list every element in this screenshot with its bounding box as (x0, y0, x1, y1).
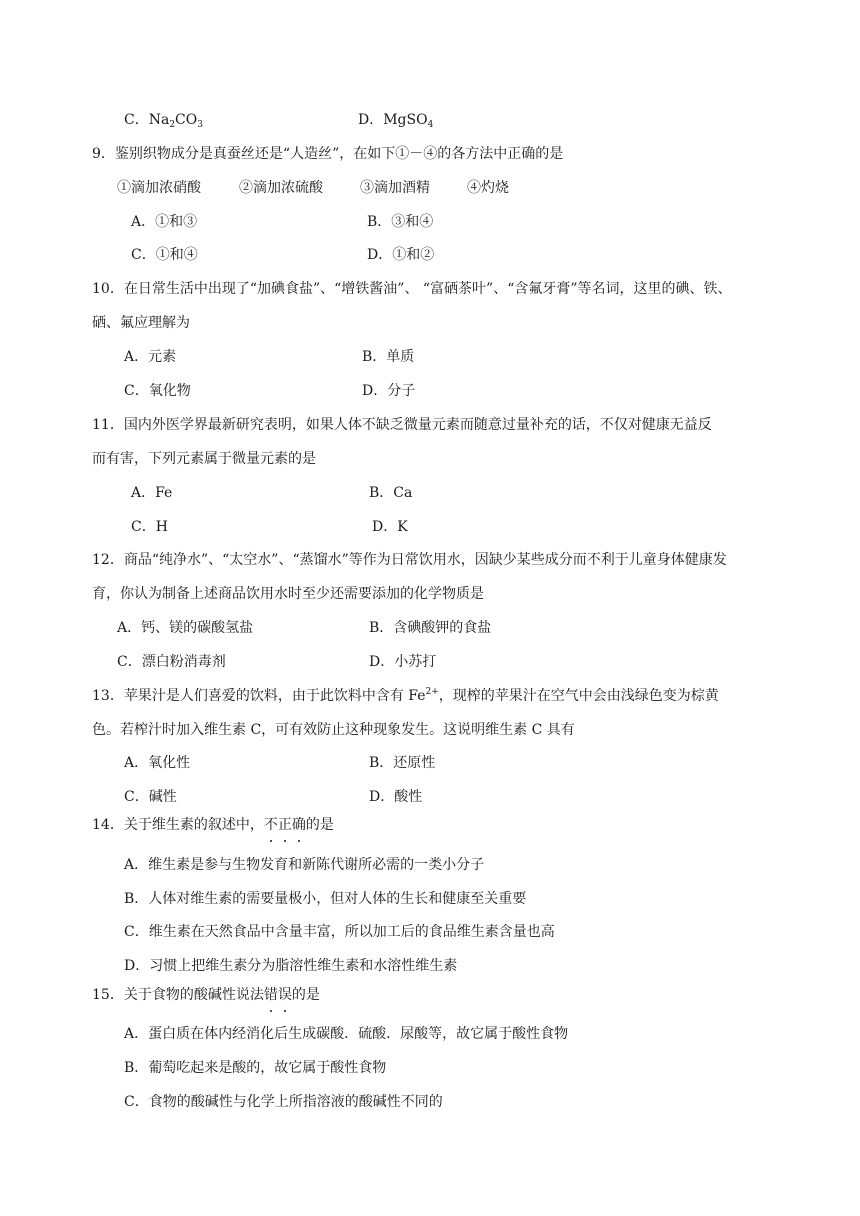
q15-stem: 15．关于食物的酸碱性说法错误的是 (92, 987, 320, 1003)
q14-option-a: A．维生素是参与生物发育和新陈代谢所必需的一类小分子 (124, 857, 485, 873)
q10-stem-line1: 10．在日常生活中出现了“加碘食盐”、“增铁酱油”、 “富硒茶叶”、“含氟牙膏”等名词，这里的碘、铁、 (92, 281, 732, 297)
q12-option-b: B．含碘酸钾的食盐 (369, 620, 492, 636)
q11-option-b: B．Ca (369, 485, 413, 501)
q9-method-1: ①滴加浓硝酸 (117, 180, 201, 196)
q13-stem-line2: 色。若榨汁时加入维生素 C，可有效防止这种现象发生。这说明维生素 C 具有 (92, 722, 575, 738)
q15-emphasis: 错误 (263, 987, 292, 1003)
q9-method-2: ②滴加浓硫酸 (239, 180, 323, 196)
q13-option-b: B．还原性 (369, 755, 436, 771)
q11-option-d: D．K (372, 519, 408, 535)
q15-option-b: B．葡萄吃起来是酸的，故它属于酸性食物 (124, 1060, 387, 1076)
q12-option-d: D．小苏打 (369, 654, 437, 670)
q11-stem-line2: 而有害，下列元素属于微量元素的是 (92, 451, 316, 467)
q12-stem-line2: 育，你认为制备上述商品饮用水时至少还需要添加的化学物质是 (92, 586, 484, 602)
q10-option-d: D．分子 (362, 383, 416, 399)
q12-option-c: C．漂白粉消毒剂 (117, 654, 226, 670)
q9-method-4: ④灼烧 (467, 180, 509, 196)
q11-option-c: C．H (131, 519, 168, 535)
q13-option-a: A．氧化性 (124, 755, 191, 771)
q13-option-c: C．碱性 (124, 789, 177, 805)
q10-option-b: B．单质 (362, 349, 415, 365)
q14-option-c: C．维生素在天然食品中含量丰富，所以加工后的食品维生素含量也高 (124, 924, 555, 940)
q11-option-a: A．Fe (131, 485, 173, 501)
q9-option-a: A．①和③ (131, 214, 198, 230)
q14-option-b: B．人体对维生素的需要量极小，但对人体的生长和健康至关重要 (124, 891, 527, 907)
q10-option-c: C．氧化物 (124, 383, 191, 399)
q13-stem-line1: 13．苹果汁是人们喜爱的饮料，由于此饮料中含有 $Fe^{2+}$，现榨的苹果汁在空气中会由浅绿色变为棕黄 (92, 687, 719, 704)
q14-emphasis: 不正确 (263, 817, 306, 833)
q12-stem-line1: 12．商品“纯净水”、“太空水”、“蒸馏水”等作为日常饮用水，因缺少某些成分而不利于儿童身体健康发 (92, 552, 727, 568)
q10-stem-line2: 硒、氟应理解为 (92, 315, 190, 331)
q14-stem: 14．关于维生素的叙述中，不正确的是 (92, 817, 334, 833)
q15-option-a: A．蛋白质在体内经消化后生成碳酸．硫酸．尿酸等，故它属于酸性食物 (124, 1026, 569, 1042)
q9-option-b: B．③和④ (367, 214, 434, 230)
q13-option-d: D．酸性 (369, 789, 423, 805)
q11-stem-line1: 11．国内外医学界最新研究表明，如果人体不缺乏微量元素而随意过量补充的话，不仅对健康无益反 (92, 417, 712, 433)
q8-option-d: D．MgSO$_4$ (358, 112, 434, 130)
q8-option-c: C．$Na_2CO_3$ (124, 112, 203, 130)
q9-option-c: C．①和④ (131, 247, 198, 263)
q9-method-3: ③滴加酒精 (360, 180, 430, 196)
q9-option-d: D．①和② (367, 247, 435, 263)
q12-option-a: A．钙、镁的碳酸氢盐 (117, 620, 254, 636)
q10-option-a: A．元素 (124, 349, 177, 365)
q15-option-c: C．食物的酸碱性与化学上所指溶液的酸碱性不同的 (124, 1094, 443, 1110)
q9-stem: 9．鉴别织物成分是真蚕丝还是“人造丝”，在如下①－④的各方法中正确的是 (92, 146, 564, 162)
q14-option-d: D．习惯上把维生素分为脂溶性维生素和水溶性维生素 (124, 958, 458, 974)
